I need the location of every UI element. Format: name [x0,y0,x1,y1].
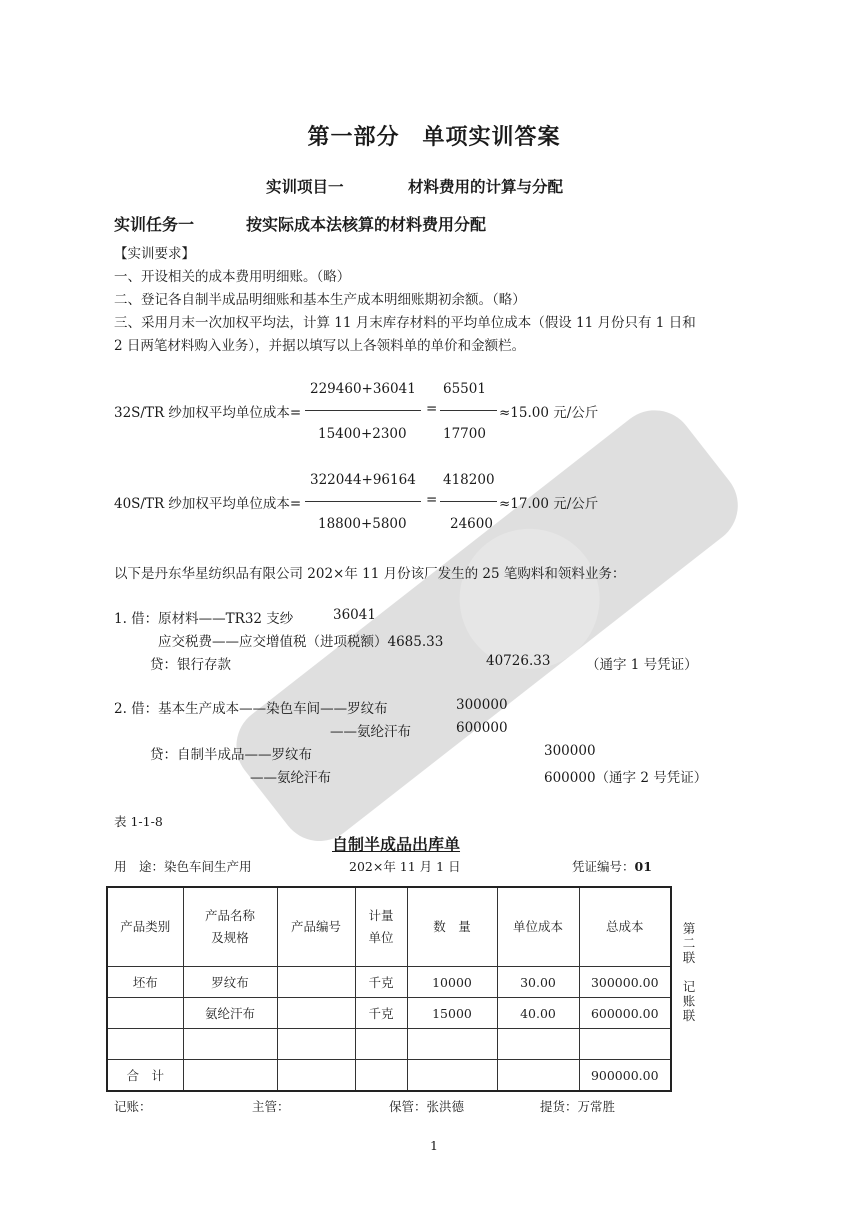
voucher-table [106,886,672,1092]
formula-equals: = [426,492,438,508]
table-cell [407,1029,497,1060]
table-cell: 10000 [407,967,497,998]
footer-supervisor: 主管： [252,1099,290,1114]
fraction-bar [305,410,421,411]
table-cell [107,1029,183,1060]
voucher-number-value: 01 [634,859,652,874]
formula-numerator: 418200 [443,472,495,488]
table-cell [579,1029,671,1060]
journal-amount: 600000（通字 2 号凭证） [544,770,708,786]
table-reference: 表 1-1-8 [114,814,163,829]
formula-result: ≈17.00 元/公斤 [499,496,599,512]
fraction-bar [440,501,497,502]
table-cell [277,967,355,998]
formula-numerator: 65501 [443,381,486,397]
formula-equals: = [426,401,438,417]
table-cell: 千克 [355,998,407,1029]
page-title: 第一部分 单项实训答案 [307,125,561,150]
voucher-number-label: 凭证编号： [572,859,635,874]
formula-label: 32S/TR 纱加权平均单位成本= [114,405,302,421]
header-cell: 产品名称 及规格 [183,887,277,967]
table-row [107,967,671,998]
journal-line: 1. 借：原材料——TR32 支纱 [114,611,294,627]
total-row [107,1060,671,1092]
formula-label: 40S/TR 纱加权平均单位成本= [114,496,302,512]
requirement-item: 2 日两笔材料购入业务），并据以填写以上各领料单的单价和金额栏。 [114,338,526,354]
formula-numerator: 229460+36041 [310,381,416,397]
formula-denominator: 18800+5800 [318,516,407,532]
table-row [107,1029,671,1060]
formula-denominator: 15400+2300 [318,426,407,442]
table-cell: 30.00 [497,967,579,998]
table-cell: 600000.00 [579,998,671,1029]
project-name: 材料费用的计算与分配 [408,178,564,196]
table-cell: 300000.00 [579,967,671,998]
table-cell [497,1060,579,1092]
requirements-heading: 【实训要求】 [114,246,195,262]
table-cell [107,998,183,1029]
project-label: 实训项目一 [266,178,344,196]
voucher-date: 202×年 11 月 1 日 [349,859,461,874]
requirement-item: 一、开设相关的成本费用明细账。（略） [114,269,351,285]
copy-side-label: 第二联 记账联 [681,922,696,1024]
header-cell: 数 量 [407,887,497,967]
formula-numerator: 322044+96164 [310,472,416,488]
requirement-item: 二、登记各自制半成品明细账和基本生产成本明细账期初余额。（略） [114,292,526,308]
fraction-bar [305,501,421,502]
total-label: 合 计 [107,1060,183,1092]
footer-picker: 提货：万常胜 [540,1099,616,1114]
footer-keeper: 保管：张洪德 [389,1099,465,1114]
intro-text: 以下是丹东华星纺织品有限公司 202×年 11 月份该厂发生的 25 笔购料和领料业务： [114,566,626,582]
journal-line: 贷：自制半成品——罗纹布 [150,747,312,763]
voucher-number [572,857,652,875]
journal-line: 2. 借：基本生产成本——染色车间——罗纹布 [114,701,388,717]
fraction-bar [440,410,497,411]
journal-line: 应交税费——应交增值税（进项税额）4685.33 [158,634,444,650]
header-cell: 产品编号 [277,887,355,967]
table-cell [277,998,355,1029]
task-label: 实训任务一 [114,215,195,234]
task-name: 按实际成本法核算的材料费用分配 [246,215,487,234]
table-cell: 罗纹布 [183,967,277,998]
journal-amount: 300000 [544,743,596,759]
header-cell: 总成本 [579,887,671,967]
journal-amount: 300000 [456,697,508,713]
header-cell: 计量 单位 [355,887,407,967]
table-cell [355,1060,407,1092]
voucher-purpose: 用 途：染色车间生产用 [114,859,252,874]
journal-amount: 600000 [456,720,508,736]
header-cell: 产品类别 [107,887,183,967]
total-amount: 900000.00 [579,1060,671,1092]
formula-denominator: 24600 [450,516,493,532]
table-row [107,998,671,1029]
table-cell [277,1060,355,1092]
footer-bookkeeper: 记账： [114,1099,152,1114]
table-cell: 千克 [355,967,407,998]
page-number: 1 [430,1138,438,1153]
formula-result: ≈15.00 元/公斤 [499,405,599,421]
journal-line: 贷：银行存款 [150,657,231,673]
table-cell [183,1060,277,1092]
requirement-item: 三、采用月末一次加权平均法，计算 11 月末库存材料的平均单位成本（假设 11 月份只有 1 日和 [114,315,696,331]
journal-line: ——氨纶汗布 [330,724,411,740]
table-cell [277,1029,355,1060]
journal-amount: 40726.33 [486,653,551,669]
table-cell [355,1029,407,1060]
header-cell: 单位成本 [497,887,579,967]
voucher-title: 自制半成品出库单 [332,835,461,854]
journal-note: （通字 1 号凭证） [586,657,698,673]
table-cell: 15000 [407,998,497,1029]
table-cell: 氨纶汗布 [183,998,277,1029]
table-cell: 坯布 [107,967,183,998]
table-cell [183,1029,277,1060]
table-cell: 40.00 [497,998,579,1029]
formula-denominator: 17700 [443,426,486,442]
journal-line: ——氨纶汗布 [250,770,331,786]
journal-amount: 36041 [333,607,376,623]
table-cell [407,1060,497,1092]
table-cell [497,1029,579,1060]
